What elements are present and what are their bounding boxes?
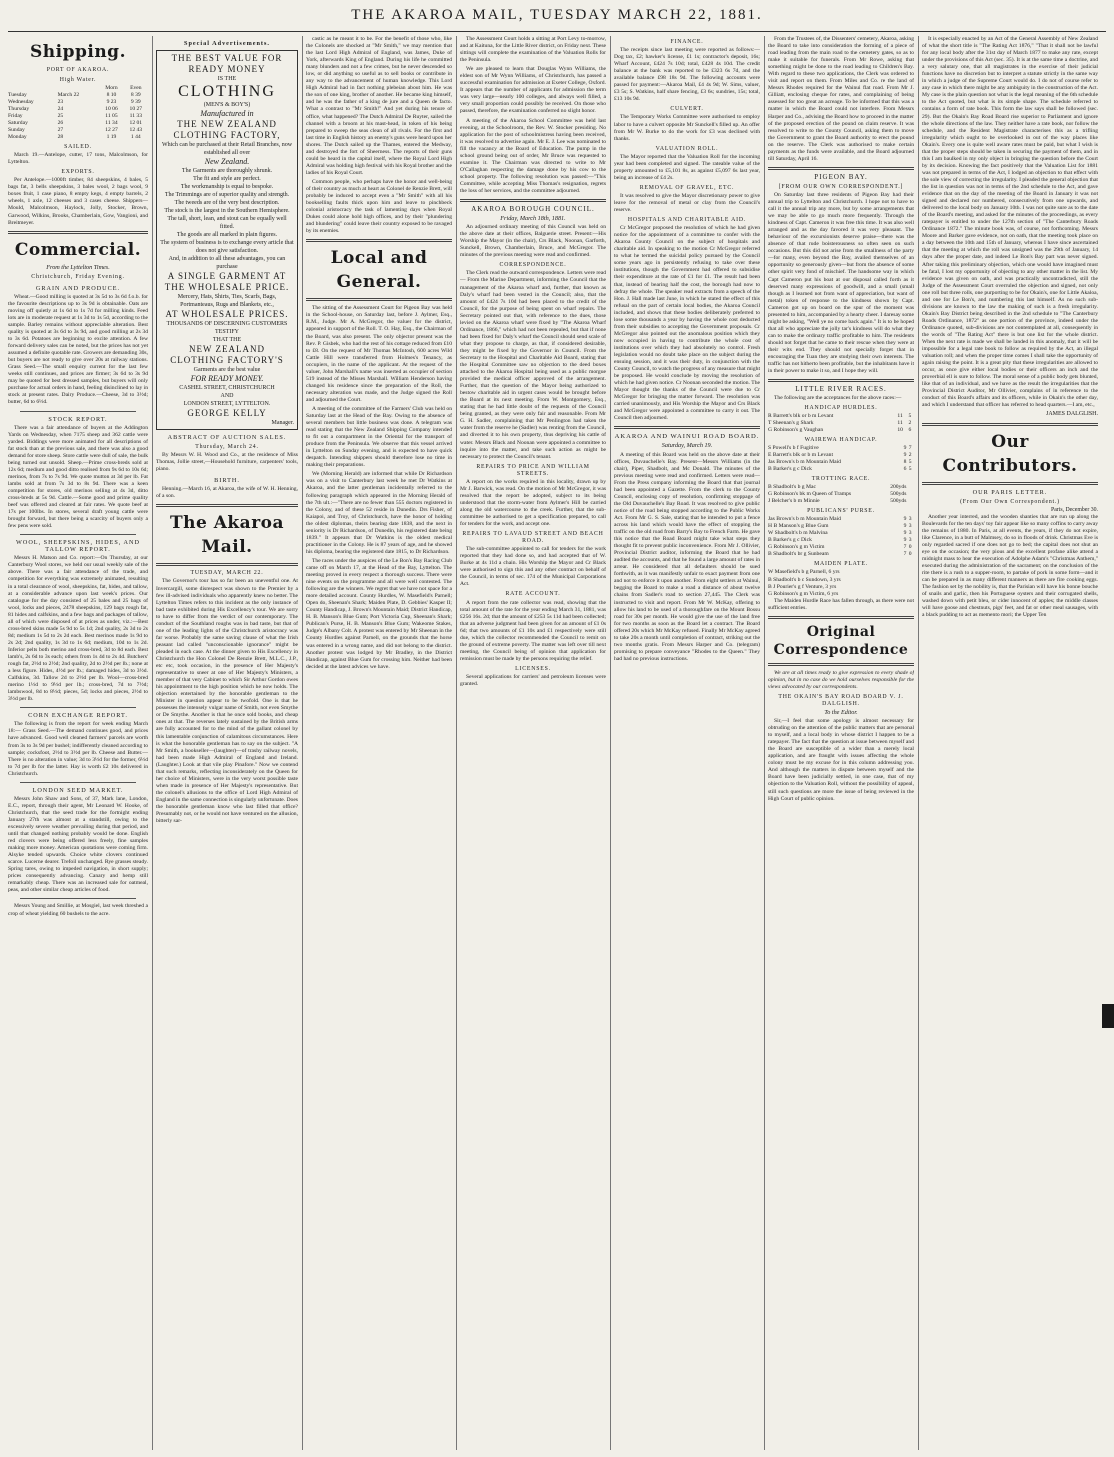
news-item: We are pleased to learn that Douglas Wynn Williams, the eldest son of Mr Wynn Williams, of Christchurch, has passed a successful examination for admission at Exeter College, Oxford. It appears that the number of applicants for admission the term was very large—nearly 100 colleges, and always well filled, a very small proportion could possibly be received. On those who passed, therefore, the examination conferred no slight honor. xyxy=(460,66,606,115)
licenses-heading: LICENSES. xyxy=(515,665,551,672)
paris-letter-text: Another year interred, and the wooden shanties that are run up along the Boulevards for the ten days' toy fair appear like so many coffins to carry away the remains of 1880. In Paris, at all events, the years, if they do not expire, like Clarence, in a butt of Malmsey, do so in floods of drink. Christmas Eve is only regarded sacred if one does not go to bed; the capital does not shut an eye on the occasion; the very pious and the excellent profane alike attend a midnight mass to hear the execution of Adolphe Adam's "Christmas Anthem," executed during the administration of the sacrament; on the conclusion of the rite there is a rush to a supper-room, to partake of pork in some form—and it can be prepared in as many different manners as there are fire cooking eggs. The fashion set by the nobility is, that the Parisian will have his bonne bouche of snails and garlic, then his Portuguese oysters and their corrugated shells, washed down with petit bleu, or cider innocent of apples; the middle classes will have goose and chestnuts, pigs' feet, and fat or other meal sausages, with a black pudding to act as memento mori; the Upper Ten xyxy=(922,513,1098,619)
entry-lb: 0 xyxy=(908,544,912,551)
race-entry xyxy=(768,551,914,558)
auction-text: By Messrs W. H. Wood and Co., at the residence of Miss Thomas, Jollie street,—Household furniture, carpenters' tools, piano. xyxy=(156,452,298,473)
trotting-table xyxy=(768,484,914,505)
paris-letter-subheading: (From Our Own Correspondent.) xyxy=(960,498,1060,505)
ad-manager-name: GEORGE KELLY xyxy=(187,408,267,419)
exports-text: Per Antelope.—1000ft timber, 84 sheepskins, 4 bales, 5 bags fat, 3 bells sheepskins, 3 bales wool, 2 bags wool, 9 boxes fruit, 1 case piano, 8 empty kegs, 4 empty barrels, 2 wheels, 1 axle, 12 cheeses and 3 cases cheese. Shippers—Mould, Malcolmson, Haylock, Jolly, Stocker, Brown, Garwood, Wilkins, Brooks, Chamberlain, Gow, Vangioni, and Breitmeyer. xyxy=(8,177,148,226)
divider xyxy=(156,504,298,507)
local-general-heading: Local and General. xyxy=(330,248,428,293)
valuation-text: The Mayor reported that the Valuation Roll for the incoming year had been completed and signed. The rateable value of the property amounted to £5,101 8s, as against £5,097 6s last year, being an increase of £4 2s. xyxy=(614,153,760,181)
entry-stone: 10 xyxy=(897,427,903,434)
column-4 xyxy=(460,36,606,1450)
divider xyxy=(8,231,148,234)
pigeon-bay-text: On Saturday last three residents of Pigeon Bay had their annual trip to Lyttelton and Christchurch. I hope not to have to call it the annual trip any more, but by some arrangements that we may be able to go much more frequently. Through the kindness of Capt. Cameron it was free this time. It was also well arranged and as the day favored it was very pleasant. The behaviour of the excursionists deserve praise—there was the absence of that rude boisterousness so often seen on such occasions. But this did not arise from the smallness of the party—for many, even beyond the Bay, availed themselves of an opportunity so generously given—but from the absence of some other spirit very fond of mischief. The handsome way in which Capt Cameron put his boat at our disposal called forth as it deserved many expressions of goodwill, and a small (small though as I learned not from want of appreciation, but want of metal) token of response to the kindness shown by Capt. Cameron got up on board on the spur of the moment was presented to him, accompanied by a hearty cheer. I daresay some might be asking, "Well ye no come back again." It is to be hoped that all who appreciate the jolly tar's kindness will do what they can to make the ordinary traffic profitable to him. The residents should not forget that he came to their rescue when they were at their wits end. They should not specially forget that in encouraging the Tuan they are studying their own interests. The traffic has not hitherto been profitable, but the inhabitants have it in their power to make it so, and I hope they will. xyxy=(768,191,914,375)
publicans-table xyxy=(768,516,914,558)
column-3 xyxy=(306,36,452,1450)
ad-that-the: THAT THE xyxy=(212,337,242,344)
ad-feature: And, in addition to all these advantages, you can purchase xyxy=(168,256,286,271)
gravel-text: It was resolved to give the Mayor discretionary power to give leave for the removal of metal or clay from the Council's reserve. xyxy=(614,192,760,214)
lavaud-heading: REPAIRS TO LAVAUD STREET AND BEACH ROAD. xyxy=(462,531,604,545)
column-1 xyxy=(8,36,148,1450)
tide-morn: 1 19 xyxy=(106,134,117,141)
ad-feature: The workmanship is equal to bespoke. xyxy=(180,184,274,191)
races-heading: LITTLE RIVER RACES. xyxy=(795,385,887,394)
news-item: We (Morning Herald) are informed that while Dr Richardson was on a visit to Canterbury last week he met Dr Watkins at Akaroa, and the latter gentleman incidentally referred to the following paragraph which appeared in the Morning Herald of the 7th ult.:—"There are no fewer than 555 doctors registered in the Colony, and of these 52 reside in Dunedin. Drs Fisher, of Kaiapoi, and Troy, of Christchurch, have the honor of holding the oldest diplomas, theirs bearing date 1838, and the next in seniority is Dr Richardson, of Dunedin, his registered date being 1839." It appears that Dr Watkins is the oldest medical practitioner in the Colony. He is 87 years of age, and he showed his diploma, bearing the registered date 1815, to Dr Richardson. xyxy=(306,471,452,555)
race-entry: G Robinson's g m Victim, 6 yrs xyxy=(768,590,839,597)
high-water-label: High Water. xyxy=(59,77,97,84)
entry-stone: 11 xyxy=(897,420,903,427)
race-entry xyxy=(768,530,914,537)
divider xyxy=(768,663,914,666)
entry-horse: B Shadbolt's br g Sunbeam xyxy=(768,551,829,558)
race-entry: B J Pourier's g f Venture, 3 yrs xyxy=(768,583,837,590)
pigeon-bay-subheading: [FROM OUR OWN CORRESPONDENT.] xyxy=(778,183,904,190)
culvert-text: The Temporary Works Committee were authorised to employ labor to have a culvert opposite Mr Sunckell's filled up. An offer from Mr W. Burke to do the work for £3 was declined with thanks. xyxy=(614,114,760,142)
tide-day: Saturday xyxy=(8,120,28,127)
letter-salutation: To the Editor. xyxy=(824,709,858,716)
entry-stone: 9 xyxy=(903,537,907,544)
tide-header-row xyxy=(8,85,148,92)
tide-header-even: Even xyxy=(130,85,142,92)
divider xyxy=(20,898,136,899)
race-entry xyxy=(768,491,914,498)
port-heading: PORT OF AKAROA. xyxy=(46,67,110,73)
entry-horse: W Shadbolt's b m Malvina xyxy=(768,530,828,537)
commercial-heading: Commercial. xyxy=(14,239,142,260)
wairewa-table xyxy=(768,445,914,473)
ad-mens: (MEN'S & BOY'S) xyxy=(203,102,251,109)
races-intro: The following are the acceptances for the above races:— xyxy=(774,395,902,402)
entry-lb: 5 xyxy=(908,459,912,466)
tide-row xyxy=(8,113,148,120)
entry-lb: 5 xyxy=(908,413,912,420)
publicans-heading: PUBLICANS' PURSE. xyxy=(807,508,875,515)
tide-even: 9 39 xyxy=(130,99,141,106)
trotting-heading: TROTTING RACE. xyxy=(811,476,871,483)
tide-day: Tuesday xyxy=(8,92,27,99)
entry-horse: G Robinson's g m Victim xyxy=(768,544,825,551)
wool-text: Messrs H. Matson and Co. report:—On Thursday, at our Canterbury Wool stores, we held our usual weekly sale of the above. There was a fair attendance of the trade, and competition for everything was extremely animated, resulting in a total clearance of wool, sheepskins, fat, hides, and tallow, at a considerable advance upon last week's prices. Our catalogue for the day consisted of 25 bales and 25 bags of wool, locks and pieces, 2478 sheepskins, 129 bags rough fat, 81 hides and calfskins, and a few bags and packages of tallow, all of which were disposed of at prices as under, viz.:—Best cross-bred skins made 5s 9d to 5s 1d; 2nd quality, 2s 3d to 2s 8d; medium 1s 5d to 2s 2d each. Best merinos made 1s 9d to 2s 2d; 2nd quality, 1s 3d to 1s 6d; medium, 10d to 1s 2d. Inferior pelts both merino and cross-bred, 3d to 8d each. Best lamb's, 2s 6d to 3s each; others from 1s 4d to 2s 4d. Butchers' rough fat, 2½d to 2½d; 2nd quality, 2d to 2½d per lb.; none at a less figure. Hides, 4½d per lb.; damaged hides, 3d to 3½d. Calfskins, 3d. Tallow 2d to 2½d per lb. Wool—cross-bred merino 1½d to 9½d per lb.; cross-bred, 7d to 7½d; lambswool, 8d to 8½d; pieces, 5d; locks and pieces, 2½d to 3½d per lb. xyxy=(8,555,148,703)
contributors-heading: Our Contributors. xyxy=(942,431,1078,476)
entry-stone: 8 xyxy=(903,459,907,466)
ad-feature: The Garments are thoroughly shrunk. xyxy=(181,168,273,175)
ad-feature: The Trimmings are of superior quality and strength. xyxy=(164,192,290,199)
exports-heading: EXPORTS. xyxy=(61,169,95,176)
tide-header-morn: Morn xyxy=(105,85,118,92)
entry-lb: 7 xyxy=(908,445,912,452)
entry-handicap: 200yds xyxy=(890,484,907,491)
tide-row xyxy=(8,127,148,134)
london-heading: LONDON SEED MARKET. xyxy=(32,786,124,794)
tide-even: 1 44 xyxy=(130,134,141,141)
special-ads-heading: Special Advertisements. xyxy=(184,40,270,47)
hurdles-table xyxy=(768,413,914,434)
hospitals-text: Cr McGregor proposed the resolution of which he had given notice for the appointment of a committee to confer with the Akaroa County Council on the subject of hospitals and charitable aid. In speaking to the motion Cr McGregor referred to what he termed the suicidal policy pursued by the Council some years ago in persistently refusing to take over these institutions, though the Government had offered to subsidise their expenditure at the rate of £1 for £1. The result had been that, instead of bearing half the cost, the borough had now to defray the whole. The speaker read extracts from a speech of the Hon. J. Hall made last June, in which he stated the effect of this refusal on the part of certain local bodies, the Akaroa Council included, and shows that these bodies deliberately preferred to lose some thousands a year by having the whole cost deducted from their subsidies to accepting the Government proposals. Cr McGregor also pointed out the anomalous position which they now occupied in having to contribute the whole cost of institutions over which they had absolutely no control. Fresh legislation would no doubt take place on the subject during the ensuing session, and it was their duty, in conjunction with the County Council, to watch the progress of any measure that might be proposed. He would conclude by moving the resolution of which he had given notice. Cr Noonan seconded the motion. The Mayor thought the thanks of the Council were due to Cr McGregor for bringing the matter forward. The resolution was carried unanimously, and His Worship the Mayor and Crs Black and McGregor were appointed a committee to carry it out. The Council then adjourned. xyxy=(614,225,760,422)
stock-heading: STOCK REPORT. xyxy=(48,415,108,423)
tide-date: 23 xyxy=(57,99,64,106)
ad-factorys: CLOTHING FACTORY'S xyxy=(170,355,284,366)
race-entry xyxy=(768,498,914,505)
race-entry xyxy=(768,427,914,434)
entry-handicap: 500yds xyxy=(890,491,907,498)
correspondence-text: The Clerk read the outward correspondence. Letters were read— From the Marine Department, informing the Council that the management of the Akaroa wharf and, further, that known as Daly's wharf had been vested in the Council; also, that the amount of £424 7s 10d had been placed to the credit of the Council, for the purpose of being spent on wharf repairs. The Secretary pointed out that, with reference to the dues, those levied on the Akaroa wharf were fixed by "The Akaroa Wharf Ordinance, 1866," which had not been repealed, but that if none had been fixed for Daly's wharf the Council should send scale of what they propose to charge, as that, if considered desirable, they might be fixed by the Governor in Council. From the Secretary to the Hospital and Charitable Aid Board, stating that the Hospital Committee saw no objection to the deed boxes attached to the Akaroa Hospital being used as a public morgue provided the medical officer approved of the arrangement. Further, that the question of the Mayor being authorized to bestow charitable aid in urgent cases would be brought before the Board at its next meeting. From W. Montgomery, Esq., stating that he had little doubt of the requests of the Council being granted, as they were only fair and reasonable. From Mr G. H. Sadler, complaining that Mr Penlington had taken the water from the reserve he (Sadler) was renting from the Council, and diverted it to his own property, thus depriving his cattle of water. Messrs Black and Noonan were appointed a committee to inquire into the matter, and take such action as might be necessary to protect the Council's tenant. xyxy=(460,270,606,460)
corn-heading: CORN EXCHANGE REPORT. xyxy=(28,712,128,720)
tide-date: 28 xyxy=(57,134,64,141)
entry-horse: B Shadbolt's b g Mac xyxy=(768,484,816,491)
column-rule xyxy=(918,36,919,1450)
news-item: The sitting of the Assessment Court for Pigeon Bay was held in the School-house, on Saturday last, before J. Aylmer, Esq., R.M., Judge. Mr A. McGregor, the valuer for the district, appeared in support of the Roll. T. O. Hay, Esq., the Chairman of the Board, was also present. The only objector present was the Rev. P. Gisbek, who had the rest of his cottage reduced from £10 to £8. On the request of Mr Thomas McIntosh, 600 acres Wild Cattle Hill were transferred from Holmes's Tenancy, as occupiers, in the name of the applicant. At the request of the valuer, John Marshall's name was inserted as occupier of section 519 instead of the Misses Marshall. William Henderson having changed his residence since the preparation of the Roll, the necessary alteration was made, and the Judge signed the Roll and adjourned the Court. xyxy=(306,305,452,403)
column-rule xyxy=(152,36,153,1450)
borough-council-date: Friday, March 18th, 1881. xyxy=(500,215,566,223)
ad-nz: New Zealand. xyxy=(204,157,250,167)
finance-heading: FINANCE. xyxy=(670,39,704,45)
ad-thousands: THOUSANDS OF DISCERNING CUSTOMERS TESTIFY xyxy=(166,321,288,336)
ad-feature: The fit and style are perfect. xyxy=(193,176,261,183)
race-entry xyxy=(768,445,914,452)
maiden-heading: MAIDEN PLATE. xyxy=(814,561,868,568)
tide-day: Friday xyxy=(8,113,23,120)
entry-horse: H B Manson's g Blue Gum xyxy=(768,523,829,530)
letter-signature: JAMES DALGLISH. xyxy=(1045,411,1098,418)
page-edge-blot xyxy=(1102,1004,1114,1028)
ad-manufactured: Manufactured in xyxy=(200,109,254,119)
tide-even: 11 33 xyxy=(129,113,142,120)
tide-row xyxy=(8,134,148,141)
tide-row xyxy=(8,99,148,106)
divider xyxy=(20,534,136,535)
entry-horse: E Barrett's blk or b m Levant xyxy=(768,452,834,459)
tide-date: March 22 xyxy=(57,92,80,99)
birth-text: Henning.—March 16, at Akaroa, the wife of W. H. Henning, of a son. xyxy=(156,486,298,500)
tide-even: 12 43 xyxy=(129,127,143,134)
race-entry: W Masefield's b g Parnell, 6 yrs xyxy=(768,569,840,576)
tide-morn: 12 27 xyxy=(105,127,118,134)
licenses-text: Several applications for carriers' and petroleum licenses were granted. xyxy=(460,673,606,688)
borough-text: An adjourned ordinary meeting of this Council was held on the above date at their offices, Balguerie street. Present:—His Worship the Mayor (in the chair), Crs Black, Noonan, Garforth, Sunckell, Brown, Chamberlain, Bruce, and McGregor. The minutes of the previous meeting were read and confirmed. xyxy=(460,224,606,259)
entry-lb: 3 xyxy=(908,537,912,544)
tide-day: Sunday xyxy=(8,127,25,134)
repairs-text: A report on the works required in this locality, drawn up by Mr J. Barwick, was read. On the motion of Mr McGregor, it was resolved that the report be adopted, subject to its being understood that the storm-water from Aylmer's Hill be carried along the old watercourse to the creek. Further, that the sub-committee be authorised to get a specification prepared, to call for tenders for the work, and accept one. xyxy=(460,478,606,528)
race-entry xyxy=(768,516,914,523)
tide-morn: 9 23 xyxy=(106,99,117,106)
masthead-rule xyxy=(8,31,1106,32)
divider xyxy=(306,239,452,242)
entry-stone: 9 xyxy=(903,445,907,452)
divider xyxy=(306,298,452,301)
corn-text: The following is from the report for week ending March 18:— Grass Seed.—The demand continues good, and prices have advanced. Good well cleaned farmers' parcels are worth from 3s to 3s 9d per bushel; indifferently cleaned according to sample; cocksfoot, 2½d to 3½d per lb. Cheese and Butter.—There is no alteration in value; 3d to 3½d for the former, 6½d to 7d per lb for the latter. Hay is worth £2 10s delivered in Christchurch. xyxy=(8,721,148,777)
tide-row xyxy=(8,120,148,127)
finance-text: The receipts since last meeting were reported as follows:—Dog tax, £2; hawker's license, £1 1s; contractor's deposit, 16s; Wharf Account, £424 7s 10d; total, £428 4s 10d. The credit balance at the bank was reported to be £323 6s 7d, and the available balance £98 18s 9d. The following accounts were passed for payment:—Akaroa Mail, £4 4s 9d; W. Sims, valuer, £3 5s; S. Watkins, half share fencing, £3 6s; sundries, 15s; total, £13 10s 9d. xyxy=(614,47,760,103)
commercial-source: From the Lyttelton Times. xyxy=(46,263,110,271)
letter-continued: It is especially enacted by an Act of the General Assembly of New Zealand of what the short title is "The Rating Act 1876," "That it shall not be lawful for any local body after the 31st day of March 1877 to make any rate, except under the provisions of this Act (sec. 35). It is at the same time a doctrine, and a very salutary one, that all magistrates in the exercise of their judicial functions have no discretion but to interpret a statute strictly in the same way in which a judge of the Supreme Court would do. I do not of course refer to any case in which there might be any ambiguity in the construction of the Act. My case is the plain question not what is the legal meaning of the 6th schedule to the Act quoted, but what is its simple shape. The schedule referred to contains a form of rate book. This form the law says shall be followed (sec. 29). But the Okain's Bay Road Board rise superior to Parliament and ignore the whole directions of the law. They neither have a rate book, nor follow the schedule, and the Resident Magistrate characterises this as a trifling irregularity which ought to be overlooked in out of the way places like Okain's. Every one is quite well aware rates must be paid, but what I wish is that the proper steps should be taken in securing the payment of them, and in this I am baulked in my only object in bringing the question before the Court by its decision. Knowing the fact positively that the Valuation List for 1881 was not prepared in terms of the Act, I lodged an objection to that effect with the sole view of correcting the irregularity. I pleaded the general objection that the list in question was not in terms of the 2nd schedule to the Act, and gave evidence that on the day of the meeting of the Board in January it was not signed and declared nor numbered, consecutively from one upwards, and delivered to the local body on January 10th. I was not quite sure as to the date of the Board's meeting, and asked for the minutes of the proceedings, as every ratepayer is entitled to under the 127th section of "The Canterbury Roads Ordinance 1872." The minute book was, of course, not forthcoming. Messrs Moore and Barker gave evidence, not on oath, that the meeting took place on a day between the 10th and 15th of January, whereas I have since ascertained that the meeting at which the roll was unsigned was the 29th of January, 14 days after the proper date, and indeed Le Bon's Bay part was never signed. After taking this preliminary objection, which one would have imagined must be fatal, I lost my opportunity of objecting to any other matter in the list. My evidence was given on oath, and was practically uncontradicted, still the Judge of the Assessment Court overruled the objection and signed, not only one roll but three rolls, one purporting to be for Okain's, one for Little Akaloa, and one for Le Bon's, and numbering this last himself. As no such sub-divisions are known to the law the making of such is a fresh irregularity. Okain's Bay District being described in the 2nd schedule to "The Canterbury Roads Ordinance, 1872" as one portion of the province, indeed under the Ordinance quoted, sub-divisions are not contemplated at all, consequently in the words of "The Rating Act" there is but one list for the whole district. When the next rate is made we shall be landed in this anomaly, that it will be impossible for a legal rate book to follow as required by the Act, an illegal valuation roll; and when the proper time comes I shall take the opportunity of again raising the point. It is a great pity that these irregularities are allowed to occur, as once give either local bodies or their officers an inch and the proverbial ell is sure to follow. The moral sense of a public body gets blunted, like that of an individual, and we have as the result the irregularities that the Provincial District Auditor, Mr Ollivier, complains of in reference to the conduct of this Board's affairs and its officers, while in Okain's the other day, and which I understand that officer has referred to head quarters.—I am, etc., xyxy=(922,36,1098,409)
ad-clothing: CLOTHING xyxy=(178,83,276,101)
entry-lb: 2 xyxy=(908,452,912,459)
paris-letter-heading: OUR PARIS LETTER. xyxy=(972,488,1048,496)
gravel-heading: REMOVAL OF GRAVEL, ETC. xyxy=(639,184,735,191)
ad-intro: THE BEST VALUE FOR READY MONEY xyxy=(171,53,283,75)
london-text: Messrs John Shaw and Sons, of 37, Mark lane, London, E.C., report, through their agent, Mr Leonard W. Hooke, of Christchurch, that the seed trade for the fortnight ending January 27th was almost at a standstill, owing to the excessively severe weather prevailing during that period, and until that changed nothing probably would be done. English red clovers were being offered less freely, fine samples making more money. American quotations were coming firm. Alsyke tended upwards. Choice white clovers continued scarce. Lucerne dearer. Trefoil unchanged. Rye grasses steady. Spring tares, owing to impeded navigation, in short supply; prices consequently advancing. Canary and hemp still remarkably cheap. There was an increased sale for oatmeal, peas, and other similar cheap articles of food. xyxy=(8,795,148,894)
tide-morn: 10 06 xyxy=(105,106,118,113)
entry-horse: R Barrett's blk or b m Levant xyxy=(768,413,834,420)
column-6 xyxy=(768,36,914,1450)
tide-row xyxy=(8,92,148,99)
masthead: THE AKAROA MAIL, TUESDAY MARCH 22, 1881. xyxy=(351,7,763,23)
maiden-note: The Maiden Hurdle Race has fallen through, as there were not sufficient entries. xyxy=(768,597,914,611)
race-entry xyxy=(768,544,914,551)
ad-nz2: NEW ZEALAND xyxy=(188,344,266,355)
entry-stone: 11 xyxy=(897,413,903,420)
ad-feature: The system of business is to exchange every article that does not give satisfaction. xyxy=(160,240,294,255)
tide-even: 8 39 xyxy=(130,92,141,99)
road-board-date: Saturday, March 19. xyxy=(661,442,713,450)
repairs-heading: REPAIRS TO PRICE AND WILLIAM STREETS. xyxy=(476,463,590,477)
commercial-dateline: Christchurch, Friday Evening. xyxy=(31,273,125,280)
entry-lb: 2 xyxy=(908,420,912,427)
editorial-continued: castic as he meant it to be. For the benefit of those who, like the Colonels are shocked at "Mr Smith," we may mention that the last Lord High Admiral of England, was James, Duke of York, afterwards King of England. During his life he committed many blunders and not a few crimes, but he never descended so low, or did anything so useful as to sell books or contribute in any way to the advancement of human knowledge. This Lord High Admiral had in fact nothing plebeian about him. He was the son of one king, brother of another. He became king himself, and he was the father of a king de jure and a Queen de facto. What a contrast to "Mr Smith!" And yet during his tenure of office, what happened? The Dutch Admiral De Ruyter, sailed the channel with a broom at his mast-head, in token of his being prepared to sweep the seas clean of all rivals. For the first and last time in English history an enemy's guns were heard upon her shores. The Dutch sailed up the Thames, entered the Medway, and destroyed the fort of Sheerness. The reports of their guns could be heard in the capital itself, where the Royal Lord High Admiral was holding high festival with his Royal brother and the ladies of his Royal Court. xyxy=(306,36,452,176)
divider xyxy=(768,167,914,170)
entry-stone: 9 xyxy=(903,523,907,530)
race-entry xyxy=(768,420,914,427)
entry-horse: Jas Brown's b m Mountain Maid xyxy=(768,516,841,523)
wool-heading: WOOL, SHEEPSKINS, HIDES, AND TALLOW REPORT. xyxy=(16,539,140,554)
divider xyxy=(20,707,136,708)
entry-lb: 6 xyxy=(908,427,912,434)
road-board-heading: AKAROA AND WAINUI ROAD BOARD. xyxy=(614,433,760,441)
tide-even: 10 27 xyxy=(129,106,143,113)
entry-lb: 3 xyxy=(908,530,912,537)
ad-feature: The goods are all marked in plain figures. xyxy=(176,232,278,239)
entry-handicap: 500yds xyxy=(890,498,907,505)
entry-horse: J Belcher's b m Minnie xyxy=(768,498,820,505)
race-entry: B Shadbolt's b c Sundown, 3 yrs xyxy=(768,576,841,583)
road-board-continued: From the Trustees of, the Dissenters' cemetery, Akaroa, asking the Board to take into consideration the forming of a piece of road leading from the main road to the cemetery gates, so as to make it suitable for funerals. From Mr Rowe, asking that something might be done to the road leading to Children's Bay. With regard to these two applications, the Clerk was ordered to visit and report on them. From Miles and Co. re the land of Messrs Rhodes required for the Wainui flat road. From Mr J. Gilliatt, enclosing cheque for rates, and complaining of being assessed for too great an acreage. To be informed that this was a matter in which the Board could not interfere. From Messrs Harper and Co., advising the Board how to proceed in the matter of the proposed erection of the pound on claim reserve. It was resolved to write to the County Council, asking them to move the Government to grant the Board authority to erect the pound on the reserve. The Clerk was authorised to make certain payments as the funds were available, and the Board adjourned till Saturday, April 16. xyxy=(768,36,914,162)
rate-text: A report from the rate collector was read, showing that the total amount of the rate for the year ending March 31, 1881, was £256 16s. 2d; that the amount of £253 5s 11d had been collected; that an adverse judgment had been given for an amount of £1 0s 6d; that two amounts of £1 10s and £1 respectively were still due, which the collector recommended the Council to remit on the ground of extreme poverty. The matter was left over till next meeting, the Council being of opinion that application for remission must be made by the persons requiring the relief. xyxy=(460,599,606,662)
clothing-advertisement xyxy=(156,50,298,430)
sailed-heading: SAILED. xyxy=(64,144,92,151)
divider xyxy=(922,423,1098,426)
entry-stone: 7 xyxy=(903,544,907,551)
tide-table xyxy=(8,85,148,141)
news-item: The races under the auspices of the Le Bon's Bay Racing Club came off on March 17, at the Head of the Bay, Lyttelton. The meeting proved in every respect a thorough success. There were nine events on the programme and all were well contested. The following are the winners. We regret that we have not space for a more detailed account. County Hurdles, W. Masefield's Parnell; Open do, Sheenan's Shark; Maiden Plate, D. Gebbies' Kasper II; County Handicap, J. Brown's Mountain Maid; District Handicap, H. B. Manson's Blue Gum; Port Victoria Cup, Sheenan's Shark; Publican's Purse, H. B. Manson's Blue Gum; Wakeome Stakes, Judge's Albany Colt. A protest was entered by Mr Sheenan in the County Hurdles against Parnell, on the grounds that the horse was entered in a wrong name, and did not belong to the district. Another protest was lodged by Mr Bradley, in the District Handicap, against Blue Gum for crossing him. Neither had been decided at the latest advices we have. xyxy=(306,557,452,670)
paper-date: TUESDAY, MARCH 22. xyxy=(190,570,264,577)
culvert-heading: CULVERT. xyxy=(670,106,704,113)
ad-feature: The stock is the largest in the Southern Hemisphere. xyxy=(164,208,290,215)
ad-address: CASHEL STREET, CHRISTCHURCH xyxy=(179,385,275,392)
race-entry xyxy=(768,452,914,459)
ad-goods: Mercery, Hats, Shirts, Ties, Scarfs, Bags, Portmanteaus, Rugs and Blankets, etc., xyxy=(177,294,277,309)
news-item: A meeting of the committee of the Farmers' Club was held on Saturday last at the Head of the Bay. Owing to the absence of several members but little business was done. A telegram was read stating that the New Zealand Shipping Company intended to fit out a compartment in the Oriental for the transport of produce from the Peninsula. We observe that this vessel arrived in Lyttelton on Sunday evening, and is expected to have quick despatch. Intending shippers should therefore lose no time in making their preparations. xyxy=(306,405,452,469)
column-2 xyxy=(156,36,298,1450)
column-rule xyxy=(456,36,457,1450)
race-entry xyxy=(768,459,914,466)
borough-council-heading: AKAROA BOROUGH COUNCIL. xyxy=(471,205,595,214)
race-entry xyxy=(768,537,914,544)
divider xyxy=(20,411,136,412)
column-7 xyxy=(922,36,1098,1450)
divider xyxy=(20,782,136,783)
auction-date: Thursday, March 24. xyxy=(195,444,259,451)
ad-wholesale: AT WHOLESALE PRICES. xyxy=(165,309,289,320)
shipping-heading: Shipping. xyxy=(30,42,126,62)
entry-horse: B Barker's g c Dick xyxy=(768,537,812,544)
ad-feature: The tweeds are of the very best description. xyxy=(174,200,280,207)
column-rule xyxy=(302,36,303,1450)
ad-ready-money: FOR READY MONEY. xyxy=(190,374,264,384)
sailed-text: March 19.—Antelope, cutter, 17 tons, Malcolmson, for Lyttelton. xyxy=(8,152,148,166)
ad-manager-title: Manager. xyxy=(271,420,294,427)
news-item: A meeting of the Akaroa School Committee was held last evening, at the Schoolroom, the Rev. W. Stocker presiding. No application for the post of schoolmistress having been received, it was resolved to advertise again. Mr E. J. Lee was nominated to fill the vacancy at the Board of Education. The pump in the school ground being out of order, Mr Bruce was requested to examine it. The Chairman was directed to write to Mr O'Callaghan respecting the damage done by his cow to the school property. The following resolution was passed:—"This Committee, while accepting Miss Thomas's resignation, regrets the loss of her services, and the committee adjourned. xyxy=(460,117,606,194)
ad-single-garment: A SINGLE GARMENT AT THE WHOLESALE PRICE. xyxy=(164,271,290,293)
entry-stone: 9 xyxy=(903,530,907,537)
entry-horse: G Robinson's g Vaughan xyxy=(768,427,824,434)
ad-is-the: IS THE xyxy=(217,76,237,83)
tide-day: Monday xyxy=(8,134,27,141)
column-rule xyxy=(764,36,765,1450)
correspondence-disclaimer: We are at all times ready to give expression to every shade of opinion, but in no case do we hold ourselves responsible for the views advocated by our correspondents. xyxy=(768,669,914,690)
race-entry xyxy=(768,413,914,420)
ad-company: THE NEW ZEALAND CLOTHING FACTORY, xyxy=(173,119,281,141)
entry-horse: Jas Brown's b m Mountain Maid xyxy=(768,459,841,466)
ad-feature: The tall, short, lean, and stout can be equally well fitted. xyxy=(167,216,287,231)
paris-letter-date: Paris, December 30. xyxy=(1050,506,1098,513)
divider xyxy=(768,379,914,382)
tide-date: 26 xyxy=(57,120,64,127)
tide-morn: 8 10 xyxy=(106,92,117,99)
tide-date: 27 xyxy=(57,127,64,134)
divider xyxy=(156,563,298,566)
birth-heading: BIRTH. xyxy=(214,477,240,485)
letter-title: THE OKAIN'S BAY ROAD BOARD V. J. DALGLISH. xyxy=(778,693,904,707)
paper-title: The Akaroa Mail. xyxy=(169,513,285,558)
editorial-paragraph: Common people, who perhaps have the honor and well-being of their country as much at heart as Colonel de Renzie Brett, will probably be induced to accept even a "Mr Smith" with all his bookselling faults thick upon him and leave to pinchbeck colonial aristocracy the task of lamenting days when Royal Dukes could alone hold high offices, and by their "plundering and blundering" could leave their country exposed to be ravaged by its enemies. xyxy=(306,178,452,235)
tide-row xyxy=(8,106,148,113)
entry-lb: 0 xyxy=(908,551,912,558)
divider xyxy=(614,426,760,429)
race-entry xyxy=(768,523,914,530)
wairewa-heading: WAIREWA HANDICAP. xyxy=(804,437,878,444)
entry-horse: G Robinson's bk m Queen of Tramps xyxy=(768,491,852,498)
tide-even: 12 01 xyxy=(129,120,143,127)
ad-address: AND xyxy=(220,393,234,400)
ad-address: LONDON STREET, LYTTELTON. xyxy=(183,401,271,408)
letter-text: Sir,—I feel that some apology is almost necessary for obtruding on the attention of the public matters that are personal to myself, and a local body in whose district I happen to be a ratepayer. The fact that the question at issue between myself and the Board are susceptible of a wider than a merely local application, and are fraught with issues affecting the whole colony must be my excuse for in this column addressing you. And although the matters in dispute between myself and the Board have been judicially settled, in one case, that of my objection to the Valuation Roll, without the possibility of appeal, still such questions are more the issue of being reviewed in the High Court of public opinion. xyxy=(768,718,914,802)
column-rule xyxy=(610,36,611,1450)
column-5 xyxy=(614,36,760,1450)
lavaud-text: The sub-committee appointed to call for tenders for the work reported that they had done so, and had accepted that of W. Burke at 4s 11d a chain. His Worship the Mayor and Cr Black were authorised to sign this and any other contract on behalf of the Council, in terms of sec. 174 of the Municipal Corporations Act. xyxy=(460,546,606,588)
tide-morn: 11 34 xyxy=(105,120,118,127)
entry-stone: 6 xyxy=(903,466,907,473)
tide-day: Wednesday xyxy=(8,99,34,106)
entry-horse: S Powell's b f Fugitive xyxy=(768,445,819,452)
valuation-heading: VALUATION ROLL. xyxy=(655,145,719,152)
divider xyxy=(922,482,1098,485)
pigeon-bay-heading: PIGEON BAY. xyxy=(814,172,868,181)
entry-lb: 3 xyxy=(908,523,912,530)
tide-date: 25 xyxy=(57,113,64,120)
tide-morn: 11 05 xyxy=(105,113,118,120)
hospitals-heading: HOSPITALS AND CHARITABLE AID. xyxy=(627,217,747,224)
entry-lb: 3 xyxy=(908,516,912,523)
closing-text: Messrs Young and Smillie, at Mosgiel, last week threshed a crop of wheat yielding 60 bushels to the acre. xyxy=(8,903,148,917)
tide-date: 24 xyxy=(57,106,64,113)
news-item: The Assessment Court holds a sitting at Port Levy to-morrow, and at Kaituna, for the Little River district, on Friday next. These sittings will complete the examination of the Valuation Rolls for the Peninsula. xyxy=(460,36,606,64)
entry-stone: 9 xyxy=(903,452,907,459)
entry-horse: T Sheenan's g Shark xyxy=(768,420,814,427)
editorial-text: The Governor's tour has so far been an uneventful one. At Invercargill, some disrespect was shown to the Premier by a few ill-advised individuals who apparently knew no better. The Lyttelton Times refers to this incident as the only instance of bad taste exhibited during His Excellency's tour. We are sorry to have to differ from the verdict of our contemporary. The conduct of the Southland roughs was in bad taste, but that of one of the leading lights of the Christchurch aristocracy was far worse. Probably the same saving clause of what the Irish peasant lad called "unconscionable ignorance" might be pleaded in each case. At the dinner given to His Excellency in Christchurch the Hon Colonel De Renzie Brett, M.L.C., J.P., etc etc, took occasion, in the presence of Her Majesty's representative to sneer at one of Her Majesty's Ministers, a member of that very Cabinet to which Sir Arthur Gordon owes his appointment to the high position which he now holds. The objection entertained by the honorable gentleman to the Minister in question appear to be twofold. One is that he possesses the intensely vulgar name of Smith, not even Smythe or De Smythe. Another is that he once sold books, and cheap ones at that. The reverses lately sustained by the British arms are fully accounted for to the mind of the gallant colonel by this lamentable conjunction of calamitous circumstances. Here is what the honorable gentleman has to say on the subject. "A Mr Smith, a bookseller—(laughter)—of trashy railway novels, had been made High Admiral of England and Ireland. (Laughter.) Look at that vile play Pinafore." Now we contend that such remarks, reflecting inconsiderately on the Queen for her choice of Ministers, were in the very worst possible taste when made in presence of Her Majesty's representative. But the colonel's allusions to the office of Lord High Admiral of England in the same connection is singularly unfortunate. Does the honorable gentleman know who last filled that office? Presumably not, or he would not have ventured on the allusion, bitterly sar- xyxy=(156,578,298,825)
entry-horse: B Barker's g c Dick xyxy=(768,466,812,473)
entry-lb: 5 xyxy=(908,466,912,473)
grain-heading: GRAIN AND PRODUCE. xyxy=(35,284,121,292)
divider xyxy=(460,199,606,202)
correspondence-heading: CORRESPONDENCE. xyxy=(499,262,567,269)
tide-day: Thursday xyxy=(8,106,30,113)
hurdles-heading: HANDICAP HURDLES. xyxy=(804,405,878,412)
stock-text: There was a fair attendance of buyers at the Addington Yards on Wednesday, when 7175 sheep and 362 cattle were yarded. Biddings were more animated for all descriptions of fat stock than at the previous sale, and there was also a good demand for store sheep. Store cattle were dull of sale, the bulk being turned out unsold. Sheep.—Prime cross-breds sold at 12s 6d; medium and good ditto realised from 9s 6d to 10s 6d; merinos, from 7s to 7s 9d. We quote mutton at 3d per lb. Fat lambs sold at from 7s 3d to 8s 9d. There was a keen competition for stores, old merinos selling at 4s 3d, ditto cross-breds at 5s 9d. Cattle.—Some good and prime quality beef was offered and cleared at fair rates. We quote beef at 17s per 100lbs. In stores, several draft young cattle were brought forward, but there being a scarcity of buyers only a few pens were sold. xyxy=(8,424,148,530)
grain-text: Wheat.—Good milling is quoted at 3s 5d to 3s 6d f.o.b. for the favourite descriptions up to 3s 9d is obtainable. Oats are moving off quietly at 1s 6d to 1s 7d for milling kinds. Feed lots are in moderate request at 1s 3d to 1s 5d, according to the sample. Barley remains without appreciable alteration. Best quality is quoted at 3s 6d to 3s 9d, and good milling at 2s 3d to 3s 6d. Potatoes are beginning to excite attention. A few forward delivery sales can be noted, but the prices has not yet assumed a definite quotable rate. Growers are demanding 30s, but buyers are not ready to give over 20s at railway stations. Grass Seed.—The small enquiry current for the last few weeks still continues, and prices are firmer; 3s 6d to 3s 9d may be quoted for best dressed samples, but buyers will only purchase for actual orders in hand, feeling disinclined to lay in stock at present rates. Dairy Produce.—Cheese, 3d to 3½d; butter, 6d to 6½d. xyxy=(8,293,148,406)
entry-stone: 7 xyxy=(903,551,907,558)
original-correspondence-heading: Original Correspondence xyxy=(773,623,909,658)
road-board-text: A meeting of this Board was held on the above date at their offices, Duvauchelle's Bay. Present—Messrs Williams (in the chair), Piper, Shadbolt, and Mc Donald. The minutes of the previous meeting were read and confirmed. Letters were read— From the Press company informing the Board that that journal had been appointed a Gazette. From the clerk to the County Council, enclosing copy of resolution, confirming stoppage of the Old Duvauchelle's Bay Road. It was resolved to give public notice of the road being stopped according to the Public Works Act. From Mr G. S. Sale, stating that he intended to put a fence across his land which would have the effect of stopping the traffic on the old road from Barry's Bay to French Farm. He gave this notice that the Road Board might take what steps they thought fit to prevent public inconvenience. From Mr J. Ollivier, Provincial District auditor, informing the Board that he had audited the accounts, and that he found a large amount of rates in arrear. He considered that all defaulters should be sued forthwith, as it was manifestly unfair to exact payment from one and not to enforce it upon another. From eight settlers at Wainui, begging the Board to make a road a distance of about twelve chains from Sadler's road to section 27,445. The Clerk was instructed to visit and report. From Mr W. McKay, offering to allow his land to be used of a thoroughfare on the Mount Bossu road for 30s per month. He would give the use of the land free for two months as soon as the Board let a contract. The Board offered 20s which Mr McKay refused. Finally Mr McKay agreed to take 20s a month until completion of contract, striking out the two months gratis. From Messrs Harper and Co. (telegram) promising to prepare conveyance "Rhodes to the Queen." They had had no previous instructions. xyxy=(614,451,760,662)
ad-garments: Garments are the best value xyxy=(193,367,261,374)
ad-which: Which can be purchased at their Retail Branches, now established all over xyxy=(161,142,293,157)
divider xyxy=(768,616,914,619)
entry-stone: 9 xyxy=(903,516,907,523)
race-entry xyxy=(768,466,914,473)
rate-heading: RATE ACCOUNT. xyxy=(505,591,561,598)
auction-heading: ABSTRACT OF AUCTION SALES. xyxy=(167,434,287,442)
